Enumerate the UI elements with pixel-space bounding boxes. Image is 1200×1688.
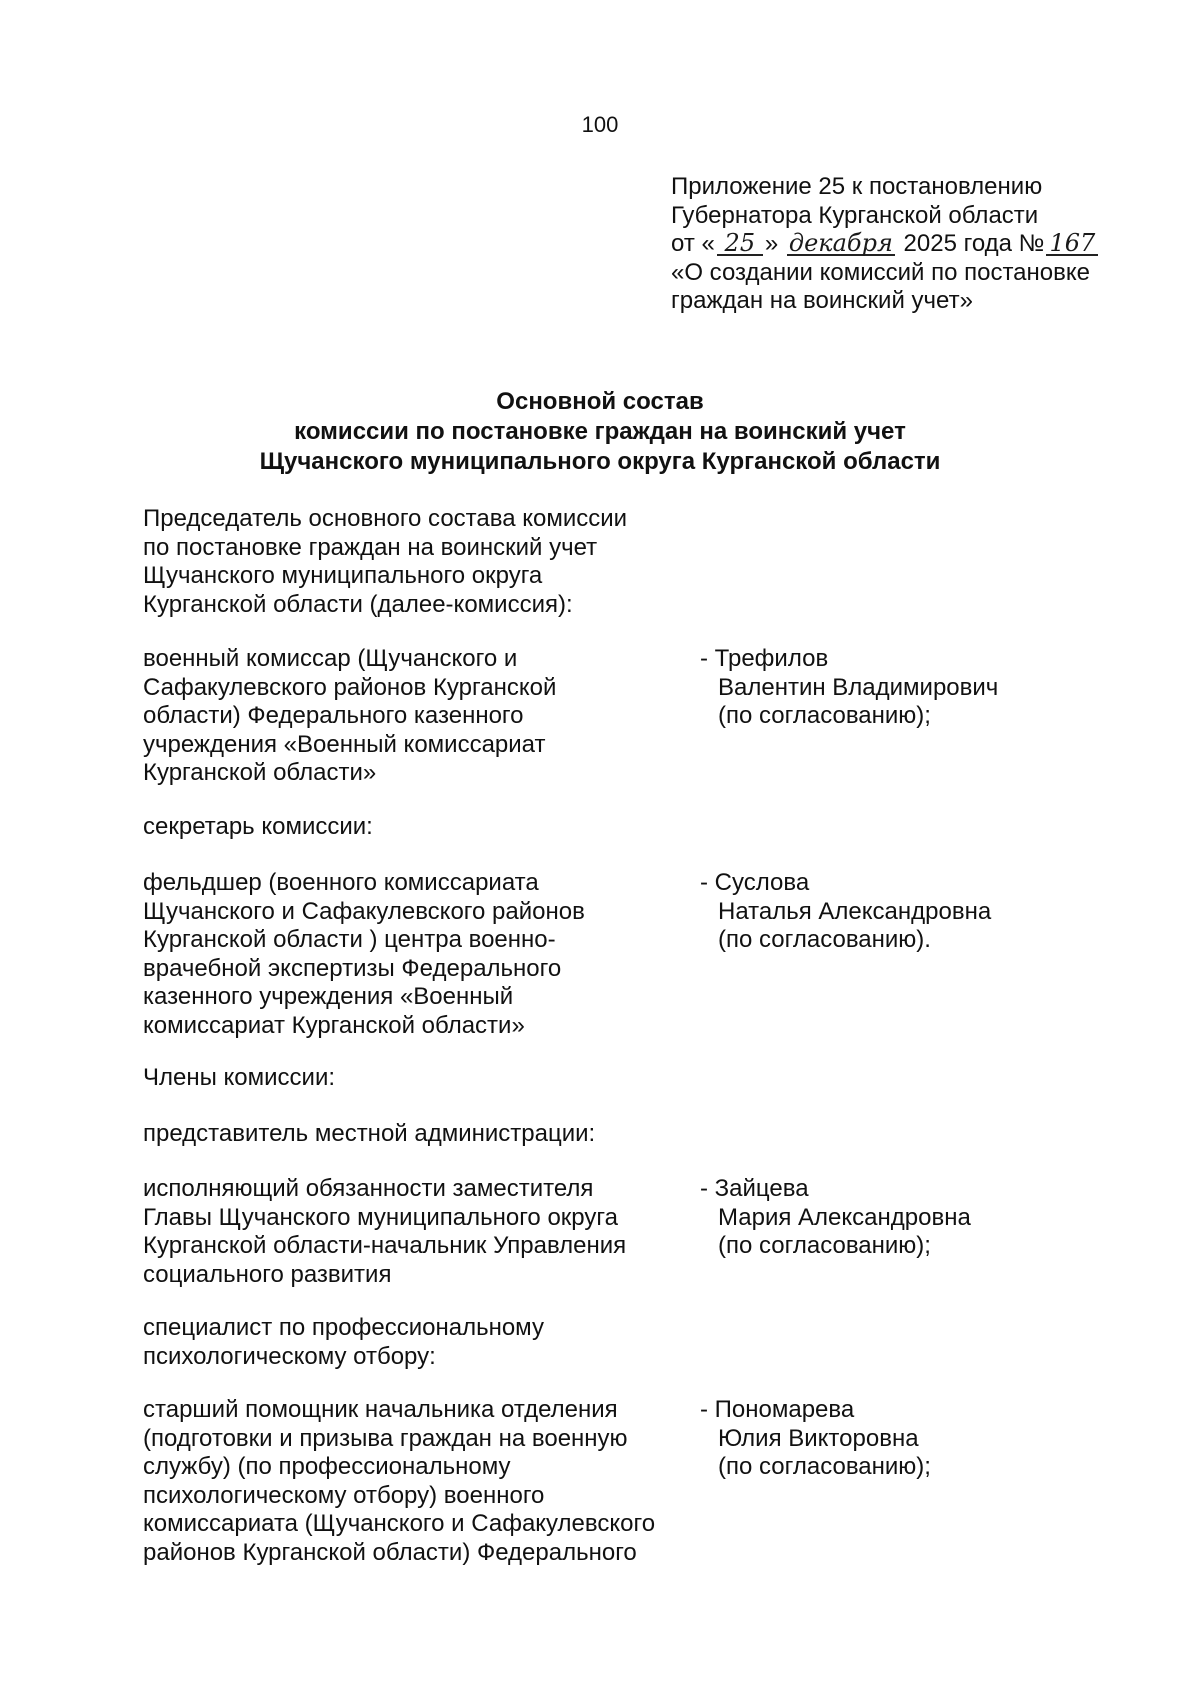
page-number: 100	[581, 112, 619, 137]
surname: - Зайцева	[700, 1175, 809, 1202]
document-title	[0, 387, 1200, 477]
given-names: Валентин Владимирович	[718, 673, 999, 701]
position-text	[143, 1314, 703, 1371]
given-names: Мария Александровна	[718, 1203, 971, 1231]
position-line: казенного учреждения «Военный	[143, 983, 514, 1011]
position-line: фельдшер (военного комиссариата	[143, 869, 539, 896]
appendix-note	[671, 173, 1171, 316]
handwritten-document-number: 167	[1046, 232, 1098, 256]
given-names: Юлия Викторовна	[718, 1424, 919, 1452]
position-line: старший помощник начальника отделения	[143, 1396, 618, 1423]
position-text	[143, 1120, 703, 1149]
position-line: службу) (по профессиональному	[143, 1453, 511, 1481]
position-text	[143, 505, 703, 619]
position-text	[143, 645, 703, 788]
member-name	[700, 645, 1180, 731]
position-line: Курганской области ) центра военно-	[143, 926, 556, 954]
position-text	[143, 1396, 703, 1568]
position-line: Сафакулевского районов Курганской	[143, 673, 557, 701]
position-line: секретарь комиссии:	[143, 813, 373, 840]
appendix-line: граждан на воинский учет»	[671, 287, 973, 314]
position-text	[143, 813, 703, 842]
surname: - Пономарева	[700, 1396, 855, 1423]
agreement-note: (по согласованию);	[718, 702, 931, 730]
agreement-note: (по согласованию);	[718, 1453, 931, 1481]
position-line: исполняющий обязанности заместителя	[143, 1175, 594, 1202]
position-line: Главы Щучанского муниципального округа	[143, 1203, 618, 1231]
position-text	[143, 869, 703, 1041]
handwritten-day: 25	[717, 232, 763, 256]
date-mid: »	[764, 230, 779, 257]
position-line: Курганской области-начальник Управления	[143, 1232, 627, 1260]
surname: - Суслова	[700, 869, 810, 896]
position-line: психологическому отбору) военного	[143, 1481, 545, 1509]
agreement-note: (по согласованию).	[718, 926, 931, 954]
appendix-line: «О создании комиссий по постановке	[671, 258, 1090, 286]
title-line: комиссии по постановке граждан на воинский учет	[294, 418, 906, 445]
agreement-note: (по согласованию);	[718, 1232, 931, 1260]
position-line: Щучанского муниципального округа	[143, 562, 543, 590]
surname: - Трефилов	[700, 645, 829, 672]
title-line: Основной состав	[496, 388, 704, 415]
position-line: Председатель основного состава комиссии	[143, 505, 628, 532]
position-line: области) Федерального казенного	[143, 702, 524, 730]
position-line: Щучанского и Сафакулевского районов	[143, 897, 585, 925]
position-line: (подготовки и призыва граждан на военную	[143, 1424, 628, 1452]
position-text	[143, 1064, 703, 1093]
position-line: военный комиссар (Щучанского и	[143, 645, 518, 672]
position-line: по постановке граждан на воинский учет	[143, 533, 598, 561]
position-line: комиссариат Курганской области»	[143, 1011, 525, 1039]
position-line: психологическому отбору:	[143, 1342, 436, 1370]
date-year: 2025 года №	[903, 230, 1045, 257]
position-line: социального развития	[143, 1260, 392, 1288]
title-line: Щучанского муниципального округа Курганской области	[259, 448, 941, 475]
member-name	[700, 1175, 1180, 1261]
member-name	[700, 1396, 1180, 1482]
handwritten-month: декабря	[787, 232, 895, 256]
position-line: Курганской области»	[143, 759, 377, 787]
member-name	[700, 869, 1180, 955]
position-line: районов Курганской области) Федерального	[143, 1538, 637, 1566]
date-prefix: от «	[671, 230, 715, 257]
appendix-date-line	[671, 230, 1171, 259]
given-names: Наталья Александровна	[718, 897, 992, 925]
position-line: врачебной экспертизы Федерального	[143, 954, 562, 982]
position-line: специалист по профессиональному	[143, 1314, 544, 1341]
position-line: Члены комиссии:	[143, 1064, 336, 1091]
position-text	[143, 1175, 703, 1289]
position-line: учреждения «Военный комиссариат	[143, 730, 546, 758]
position-line: представитель местной администрации:	[143, 1120, 596, 1147]
position-line: Курганской области (далее-комиссия):	[143, 590, 573, 618]
appendix-line: Губернатора Курганской области	[671, 201, 1039, 229]
appendix-line: Приложение 25 к постановлению	[671, 173, 1043, 200]
position-line: комиссариата (Щучанского и Сафакулевского	[143, 1510, 656, 1538]
